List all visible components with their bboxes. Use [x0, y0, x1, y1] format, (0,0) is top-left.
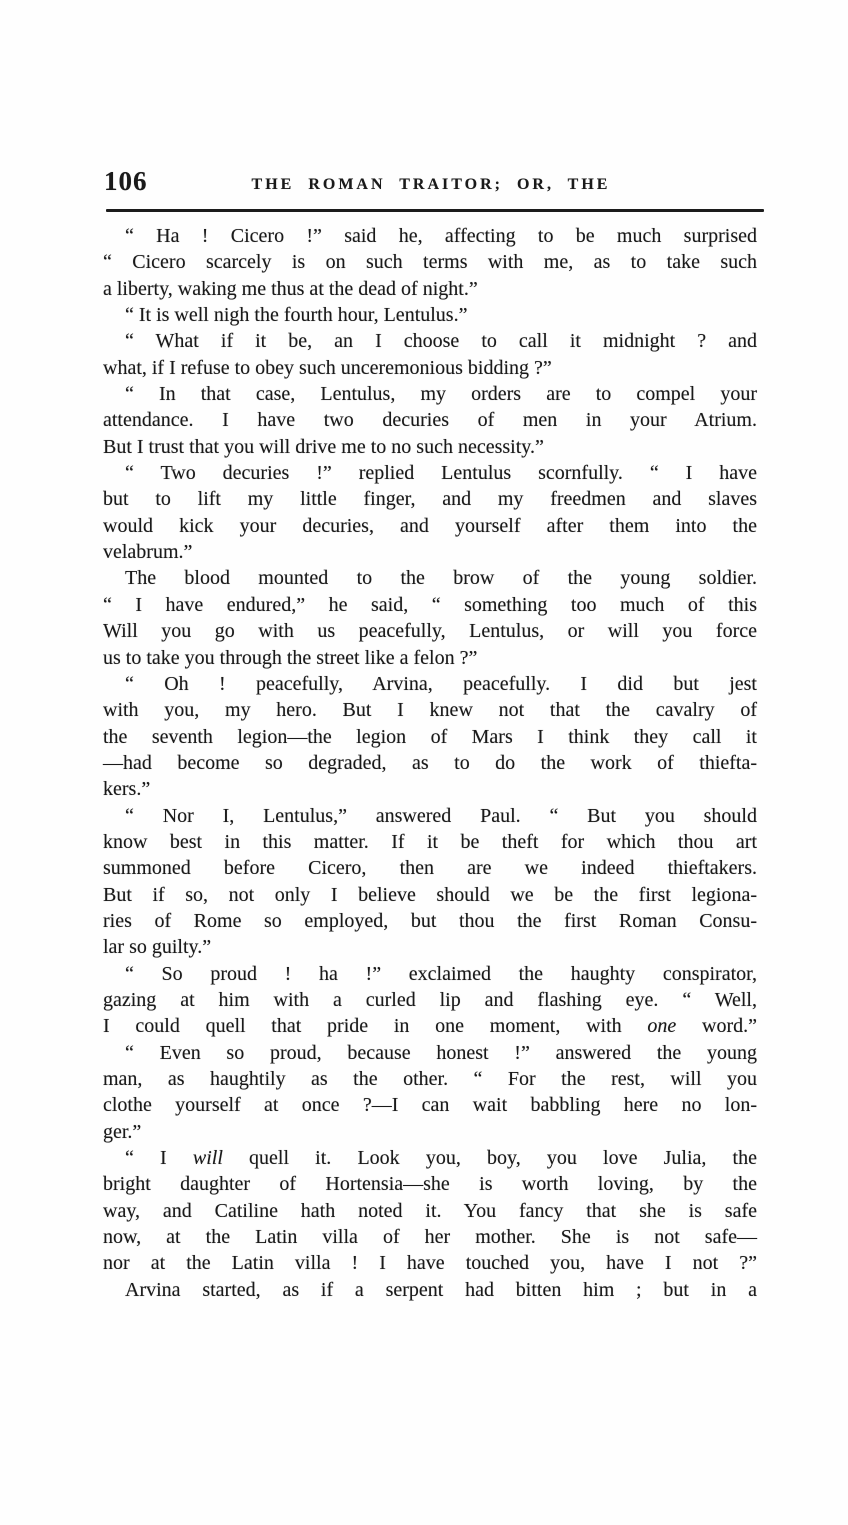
- text-segment: ries of Rome so employed, but thou the first Roman Consu-: [103, 909, 757, 932]
- text-line: [103, 328, 757, 354]
- text-segment: But if so, not only I believe should we be the first legiona-: [103, 883, 757, 906]
- text-line: [103, 513, 757, 539]
- text-line: [103, 803, 757, 829]
- text-segment: would kick your decuries, and yourself after them into the: [103, 514, 757, 537]
- text-segment: word.”: [676, 1015, 757, 1038]
- text-line: [103, 249, 757, 275]
- text-segment: “ Ha ! Cicero !” said he, affecting to be much surprised: [125, 225, 757, 247]
- text-line: [103, 987, 757, 1013]
- text-segment: the seventh legion—the legion of Mars I think they call it: [103, 725, 757, 748]
- text-line: [103, 1013, 757, 1039]
- text-segment: “ Even so proud, because honest !” answered the young: [125, 1041, 757, 1064]
- text-line: [103, 961, 757, 987]
- text-segment: but to lift my little finger, and my freedmen and slaves: [103, 488, 757, 511]
- text-line: [103, 565, 757, 591]
- text-segment: “ Nor I, Lentulus,” answered Paul. “ But you should: [125, 804, 757, 827]
- text-segment: ger.”: [103, 1120, 142, 1143]
- text-segment: “ Two decuries !” replied Lentulus scornfully. “ I have: [125, 462, 757, 485]
- text-line: [103, 750, 757, 776]
- text-segment: “ I: [125, 1147, 193, 1170]
- text-segment: us to take you through the street like a felon ?”: [103, 646, 478, 669]
- text-line: [103, 724, 757, 750]
- text-segment: now, at the Latin villa of her mother. She is not safe—: [103, 1226, 757, 1249]
- text-segment: lar so guilty.”: [103, 936, 212, 959]
- text-segment: clothe yourself at once ?—I can wait babbling here no lon-: [103, 1094, 757, 1117]
- text-line: [103, 1224, 757, 1250]
- text-line: [103, 829, 757, 855]
- text-segment: a liberty, waking me thus at the dead of night.”: [103, 277, 478, 300]
- text-segment: way, and Catiline hath noted it. You fancy that she is safe: [103, 1199, 757, 1222]
- text-segment: nor at the Latin villa ! I have touched you, have I not ?”: [103, 1252, 757, 1275]
- page-body: [103, 223, 757, 1303]
- page-number: 106: [104, 166, 148, 196]
- text-segment: bright daughter of Hortensia—she is worth loving, by the: [103, 1173, 757, 1196]
- text-segment: “ I have endured,” he said, “ something too much of this: [103, 593, 757, 616]
- text-segment: “ Oh ! peacefully, Arvina, peacefully. I did but jest: [125, 672, 757, 695]
- text-segment: I could quell that pride in one moment, with: [103, 1015, 648, 1038]
- text-line: [103, 671, 757, 697]
- text-segment: “ Cicero scarcely is on such terms with me, as to take such: [103, 251, 757, 274]
- text-line: [103, 1040, 757, 1066]
- text-line: [103, 223, 757, 249]
- text-line: [103, 1066, 757, 1092]
- text-segment: Arvina started, as if a serpent had bitten him ; but in a: [125, 1278, 757, 1301]
- text-segment: Will you go with us peacefully, Lentulus, or will you force: [103, 620, 757, 643]
- text-segment: “ So proud ! ha !” exclaimed the haughty conspirator,: [125, 962, 757, 985]
- text-line: [103, 697, 757, 723]
- text-line: [103, 460, 757, 486]
- text-line: [103, 1119, 757, 1145]
- text-line: [103, 1277, 757, 1303]
- text-line: [103, 1145, 757, 1171]
- text-segment: But I trust that you will drive me to no such necessity.”: [103, 435, 544, 458]
- text-segment: man, as haughtily as the other. “ For the rest, will you: [103, 1068, 757, 1090]
- text-segment: kers.”: [103, 778, 151, 801]
- text-segment: gazing at him with a curled lip and flashing eye. “ Well,: [103, 988, 757, 1011]
- text-line: [103, 434, 757, 460]
- text-segment: “ It is well nigh the fourth hour, Lentulus.”: [125, 304, 468, 327]
- text-segment: The blood mounted to the brow of the young soldier.: [125, 567, 757, 590]
- text-segment: with you, my hero. But I knew not that the cavalry of: [103, 699, 757, 722]
- text-line: [103, 592, 757, 618]
- text-segment: quell it. Look you, boy, you love Julia, the: [222, 1147, 757, 1170]
- text-line: [103, 618, 757, 644]
- text-line: [103, 776, 757, 802]
- text-line: [103, 1171, 757, 1197]
- text-line: [103, 381, 757, 407]
- running-header: THE ROMAN TRAITOR; OR, THE: [251, 176, 611, 193]
- text-segment: know best in this matter. If it be theft for which thou art: [103, 830, 757, 853]
- text-segment: —had become so degraded, as to do the work of thiefta-: [103, 751, 757, 774]
- text-segment: velabrum.”: [103, 541, 193, 564]
- text-line: [103, 855, 757, 881]
- text-line: [103, 1198, 757, 1224]
- text-line: [103, 1092, 757, 1118]
- text-line: [103, 882, 757, 908]
- italic-text: one: [647, 1015, 677, 1038]
- text-line: [103, 276, 757, 302]
- text-segment: attendance. I have two decuries of men in your Atrium.: [103, 409, 757, 432]
- text-line: [103, 407, 757, 433]
- text-line: [103, 1250, 757, 1276]
- text-segment: what, if I refuse to obey such unceremonious bidding ?”: [103, 356, 552, 379]
- text-line: [103, 908, 757, 934]
- text-line: [103, 486, 757, 512]
- header-rule: [106, 209, 764, 212]
- text-line: [103, 934, 757, 960]
- text-segment: “ What if it be, an I choose to call it midnight ? and: [125, 330, 757, 353]
- text-line: [103, 539, 757, 565]
- text-line: [103, 302, 757, 328]
- italic-text: will: [192, 1147, 223, 1170]
- text-segment: “ In that case, Lentulus, my orders are to compel your: [125, 383, 757, 406]
- text-line: [103, 645, 757, 671]
- text-segment: summoned before Cicero, then are we indeed thieftakers.: [103, 857, 757, 880]
- text-line: [103, 355, 757, 381]
